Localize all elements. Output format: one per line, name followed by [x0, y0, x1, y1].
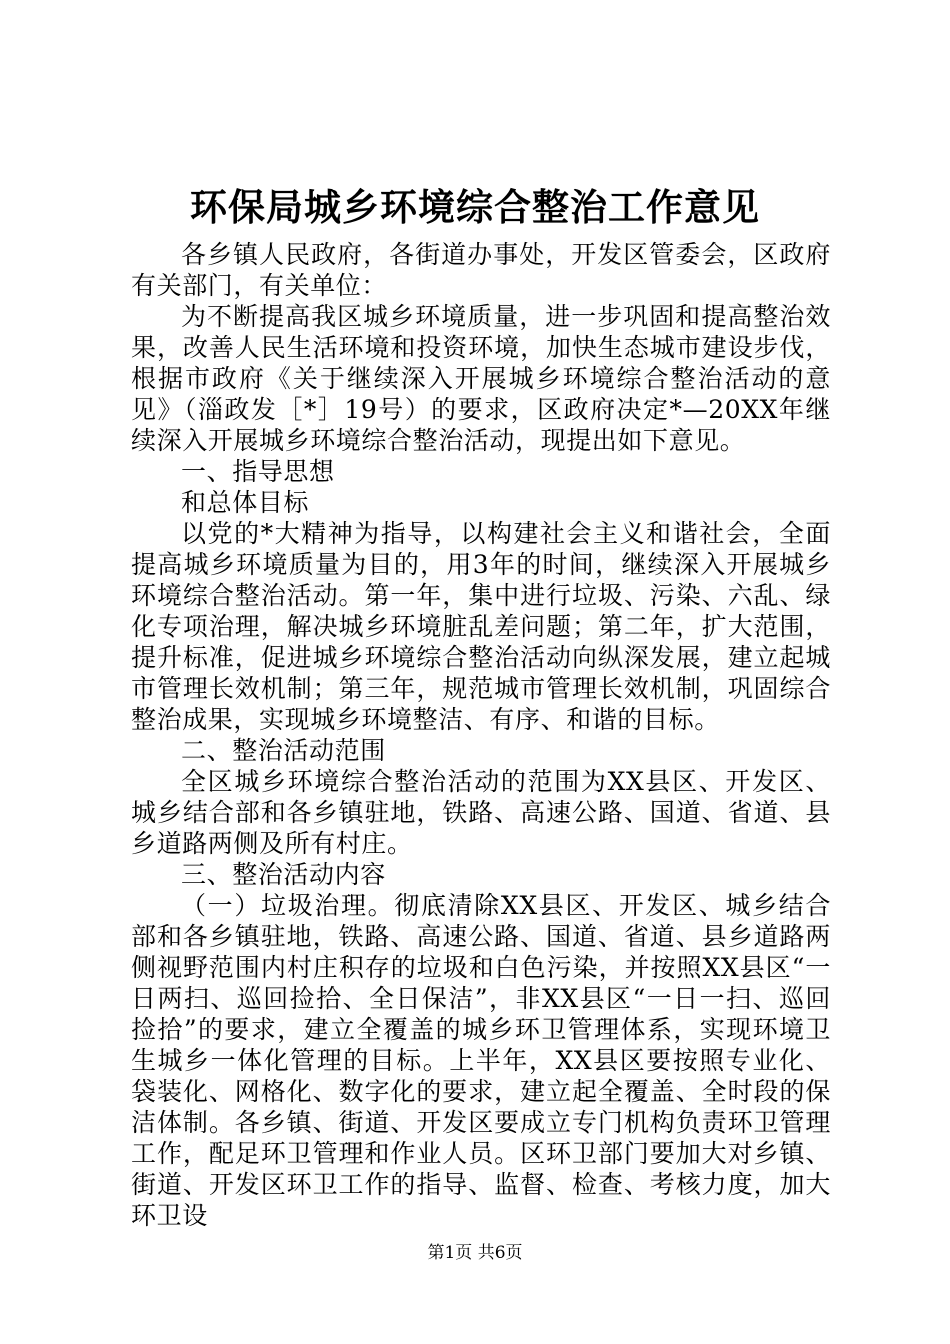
section-heading-1: 一、指导思想 — [181, 457, 335, 486]
document-body — [131, 239, 831, 1231]
document-title: 环保局城乡环境综合整治工作意见 — [190, 185, 760, 229]
guiding-thought-paragraph: 以党的*大精神为指导，以构建社会主义和谐社会，全面提高城乡环境质量为目的，用3年的时间，继续深入开展城乡环境综合整治活动。第一年，集中进行垃圾、污染、六乱、绿化专项治理，解决城乡环境脏乱差问题；第二年，扩大范围，提升标准，促进城乡环境综合整治活动向纵深发展，建立起城市管理长效机制；第三年，规范城市管理长效机制，巩固综合整治成果，实现城乡环境整洁、有序、和谐的目标。 — [131, 519, 831, 734]
page-footer: 第1页 共6页 — [427, 1243, 523, 1263]
scope-paragraph: 全区城乡环境综合整治活动的范围为XX县区、开发区、城乡结合部和各乡镇驻地，铁路、高速公路、国道、省道、县乡道路两侧及所有村庄。 — [131, 767, 831, 858]
section-heading-3: 三、整治活动内容 — [181, 860, 386, 889]
section-heading-2: 二、整治活动范围 — [181, 736, 386, 765]
garbage-governance-paragraph: （一）垃圾治理。彻底清除XX县区、开发区、城乡结合部和各乡镇驻地，铁路、高速公路、国道、省道、县乡道路两侧视野范围内村庄积存的垃圾和白色污染，并按照XX县区“一日两扫、巡回捡拾、全日保洁”，非XX县区“一日一扫、巡回捡拾”的要求，建立全覆盖的城乡环卫管理体系，实现环境卫生城乡一体化管理的目标。上半年，XX县区要按照专业化、袋装化、网格化、数字化的要求，建立起全覆盖、全时段的保洁体制。各乡镇、街道、开发区要成立专门机构负责环卫管理工作，配足环卫管理和作业人员。区环卫部门要加大对乡镇、街道、开发区环卫工作的指导、监督、检查、考核力度，加大环卫设 — [131, 891, 831, 1230]
intro-paragraph: 为不断提高我区城乡环境质量，进一步巩固和提高整治效果，改善人民生活环境和投资环境，加快生态城市建设步伐，根据市政府《关于继续深入开展城乡环境综合整治活动的意见》（淄政发［*］19号）的要求，区政府决定*—20XX年继续深入开展城乡环境综合整治活动，现提出如下意见。 — [131, 302, 831, 455]
section-heading-1-continued: 和总体目标 — [181, 488, 310, 517]
salutation-paragraph: 各乡镇人民政府，各街道办事处，开发区管委会，区政府有关部门，有关单位： — [131, 240, 831, 300]
